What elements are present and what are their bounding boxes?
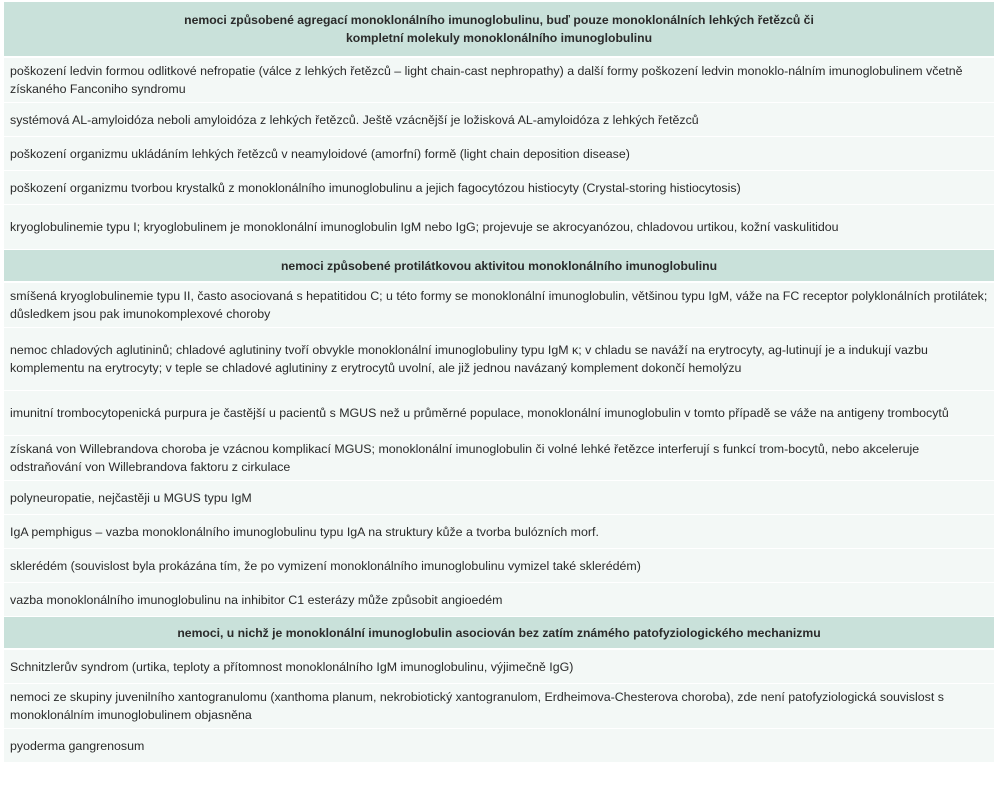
- row-text: Schnitzlerův syndrom (urtika, teploty a přítomnost monoklonálního IgM imunoglobulinu, výjimečně IgG): [4, 649, 994, 684]
- row-text: nemoc chladových aglutininů; chladové aglutininy tvoří obvykle monoklonální imunoglobuliny typu IgM κ; v chladu se naváží na erytrocyty, ag-lutinují je a indukují vazbu komplementu na erytrocyty; v teple se chladové aglutininy z erytrocytů uvolní, ale již jednou navázaný komplement dokončí hemolýzu: [4, 328, 994, 391]
- row-text: systémová AL-amyloidóza neboli amyloidóza z lehkých řetězců. Ještě vzácnější je ložisková AL-amyloidóza z lehkých řetězců: [4, 103, 994, 137]
- table-row: [4, 583, 994, 617]
- table-row: [4, 436, 994, 481]
- table-row: [4, 137, 994, 171]
- row-text: kryoglobulinemie typu I; kryoglobulinem je monoklonální imunoglobulin IgM nebo IgG; projevuje se akrocyanózou, chladovou urtikou, kožní vaskulitidou: [4, 205, 994, 250]
- section-header-cell: [4, 2, 994, 57]
- table-row: [4, 282, 994, 328]
- row-text: získaná von Willebrandova choroba je vzácnou komplikací MGUS; monoklonální imunoglobulin či volné lehké řetězce interferují s funkcí trom-bocytů, nebo akceleruje odstraňování von Willebrandova faktoru z cirkulace: [4, 436, 994, 481]
- table-row: [4, 481, 994, 515]
- row-text: poškození organizmu tvorbou krystalků z monoklonálního imunoglobulinu a jejich fagocytózou histiocyty (Crystal-storing histiocytosis): [4, 171, 994, 205]
- table-row: [4, 103, 994, 137]
- row-text: pyoderma gangrenosum: [4, 729, 994, 763]
- row-text: poškození organizmu ukládáním lehkých řetězců v neamyloidové (amorfní) formě (light chain deposition disease): [4, 137, 994, 171]
- row-text: IgA pemphigus – vazba monoklonálního imunoglobulinu typu IgA na struktury kůže a tvorba bulózních morf.: [4, 515, 994, 549]
- table-row: [4, 328, 994, 391]
- row-text: smíšená kryoglobulinemie typu II, často asociovaná s hepatitidou C; u této formy se monoklonální imunoglobulin, většinou typu IgM, váže na FC receptor polyklonálních protilátek; důsledkem jsou pak imunokomplexové choroby: [4, 282, 994, 328]
- section-header-line2: kompletní molekuly monoklonálního imunoglobulinu: [345, 31, 653, 45]
- section-header-line1: nemoci způsobené agregací monoklonálního imunoglobulinu, buď pouze monoklonálních lehkých řetězců či: [184, 13, 814, 27]
- table-row: [4, 57, 994, 103]
- table-row: [4, 549, 994, 583]
- row-text: nemoci ze skupiny juvenilního xantogranulomu (xanthoma planum, nekrobiotický xantogranulom, Erdheimova-Chesterova choroba), zde není patofyziologická souvislost s monoklonálním imunoglobulinem objasněna: [4, 684, 994, 729]
- section-header-text: nemoci, u nichž je monoklonální imunoglobulin asociován bez zatím známého patofyziologického mechanizmu: [4, 617, 994, 650]
- disease-table: [4, 2, 994, 763]
- table-row: [4, 171, 994, 205]
- row-text: vazba monoklonálního imunoglobulinu na inhibitor C1 esterázy může způsobit angioedém: [4, 583, 994, 617]
- section-header-antibody: [4, 250, 994, 283]
- row-text: poškození ledvin formou odlitkové nefropatie (válce z lehkých řetězců – light chain-cast nephropathy) a další formy poškození ledvin monoklo-nálním imunoglobulinem včetně získaného Fanconiho syndromu: [4, 57, 994, 103]
- row-text: imunitní trombocytopenická purpura je častější u pacientů s MGUS než u průměrné populace, monoklonální imunoglobulin v tomto případě se váže na antigeny trombocytů: [4, 391, 994, 436]
- section-header-aggregation: [4, 2, 994, 57]
- table-row: [4, 729, 994, 763]
- table-row: [4, 391, 994, 436]
- section-header-text: nemoci způsobené protilátkovou aktivitou monoklonálního imunoglobulinu: [4, 250, 994, 283]
- table-row: [4, 684, 994, 729]
- section-header-unknown-mechanism: [4, 617, 994, 650]
- row-text: sklerédém (souvislost byla prokázána tím, že po vymizení monoklonálního imunoglobulinu vymizel také sklerédém): [4, 549, 994, 583]
- table-row: [4, 649, 994, 684]
- table-row: [4, 515, 994, 549]
- table-row: [4, 205, 994, 250]
- row-text: polyneuropatie, nejčastěji u MGUS typu IgM: [4, 481, 994, 515]
